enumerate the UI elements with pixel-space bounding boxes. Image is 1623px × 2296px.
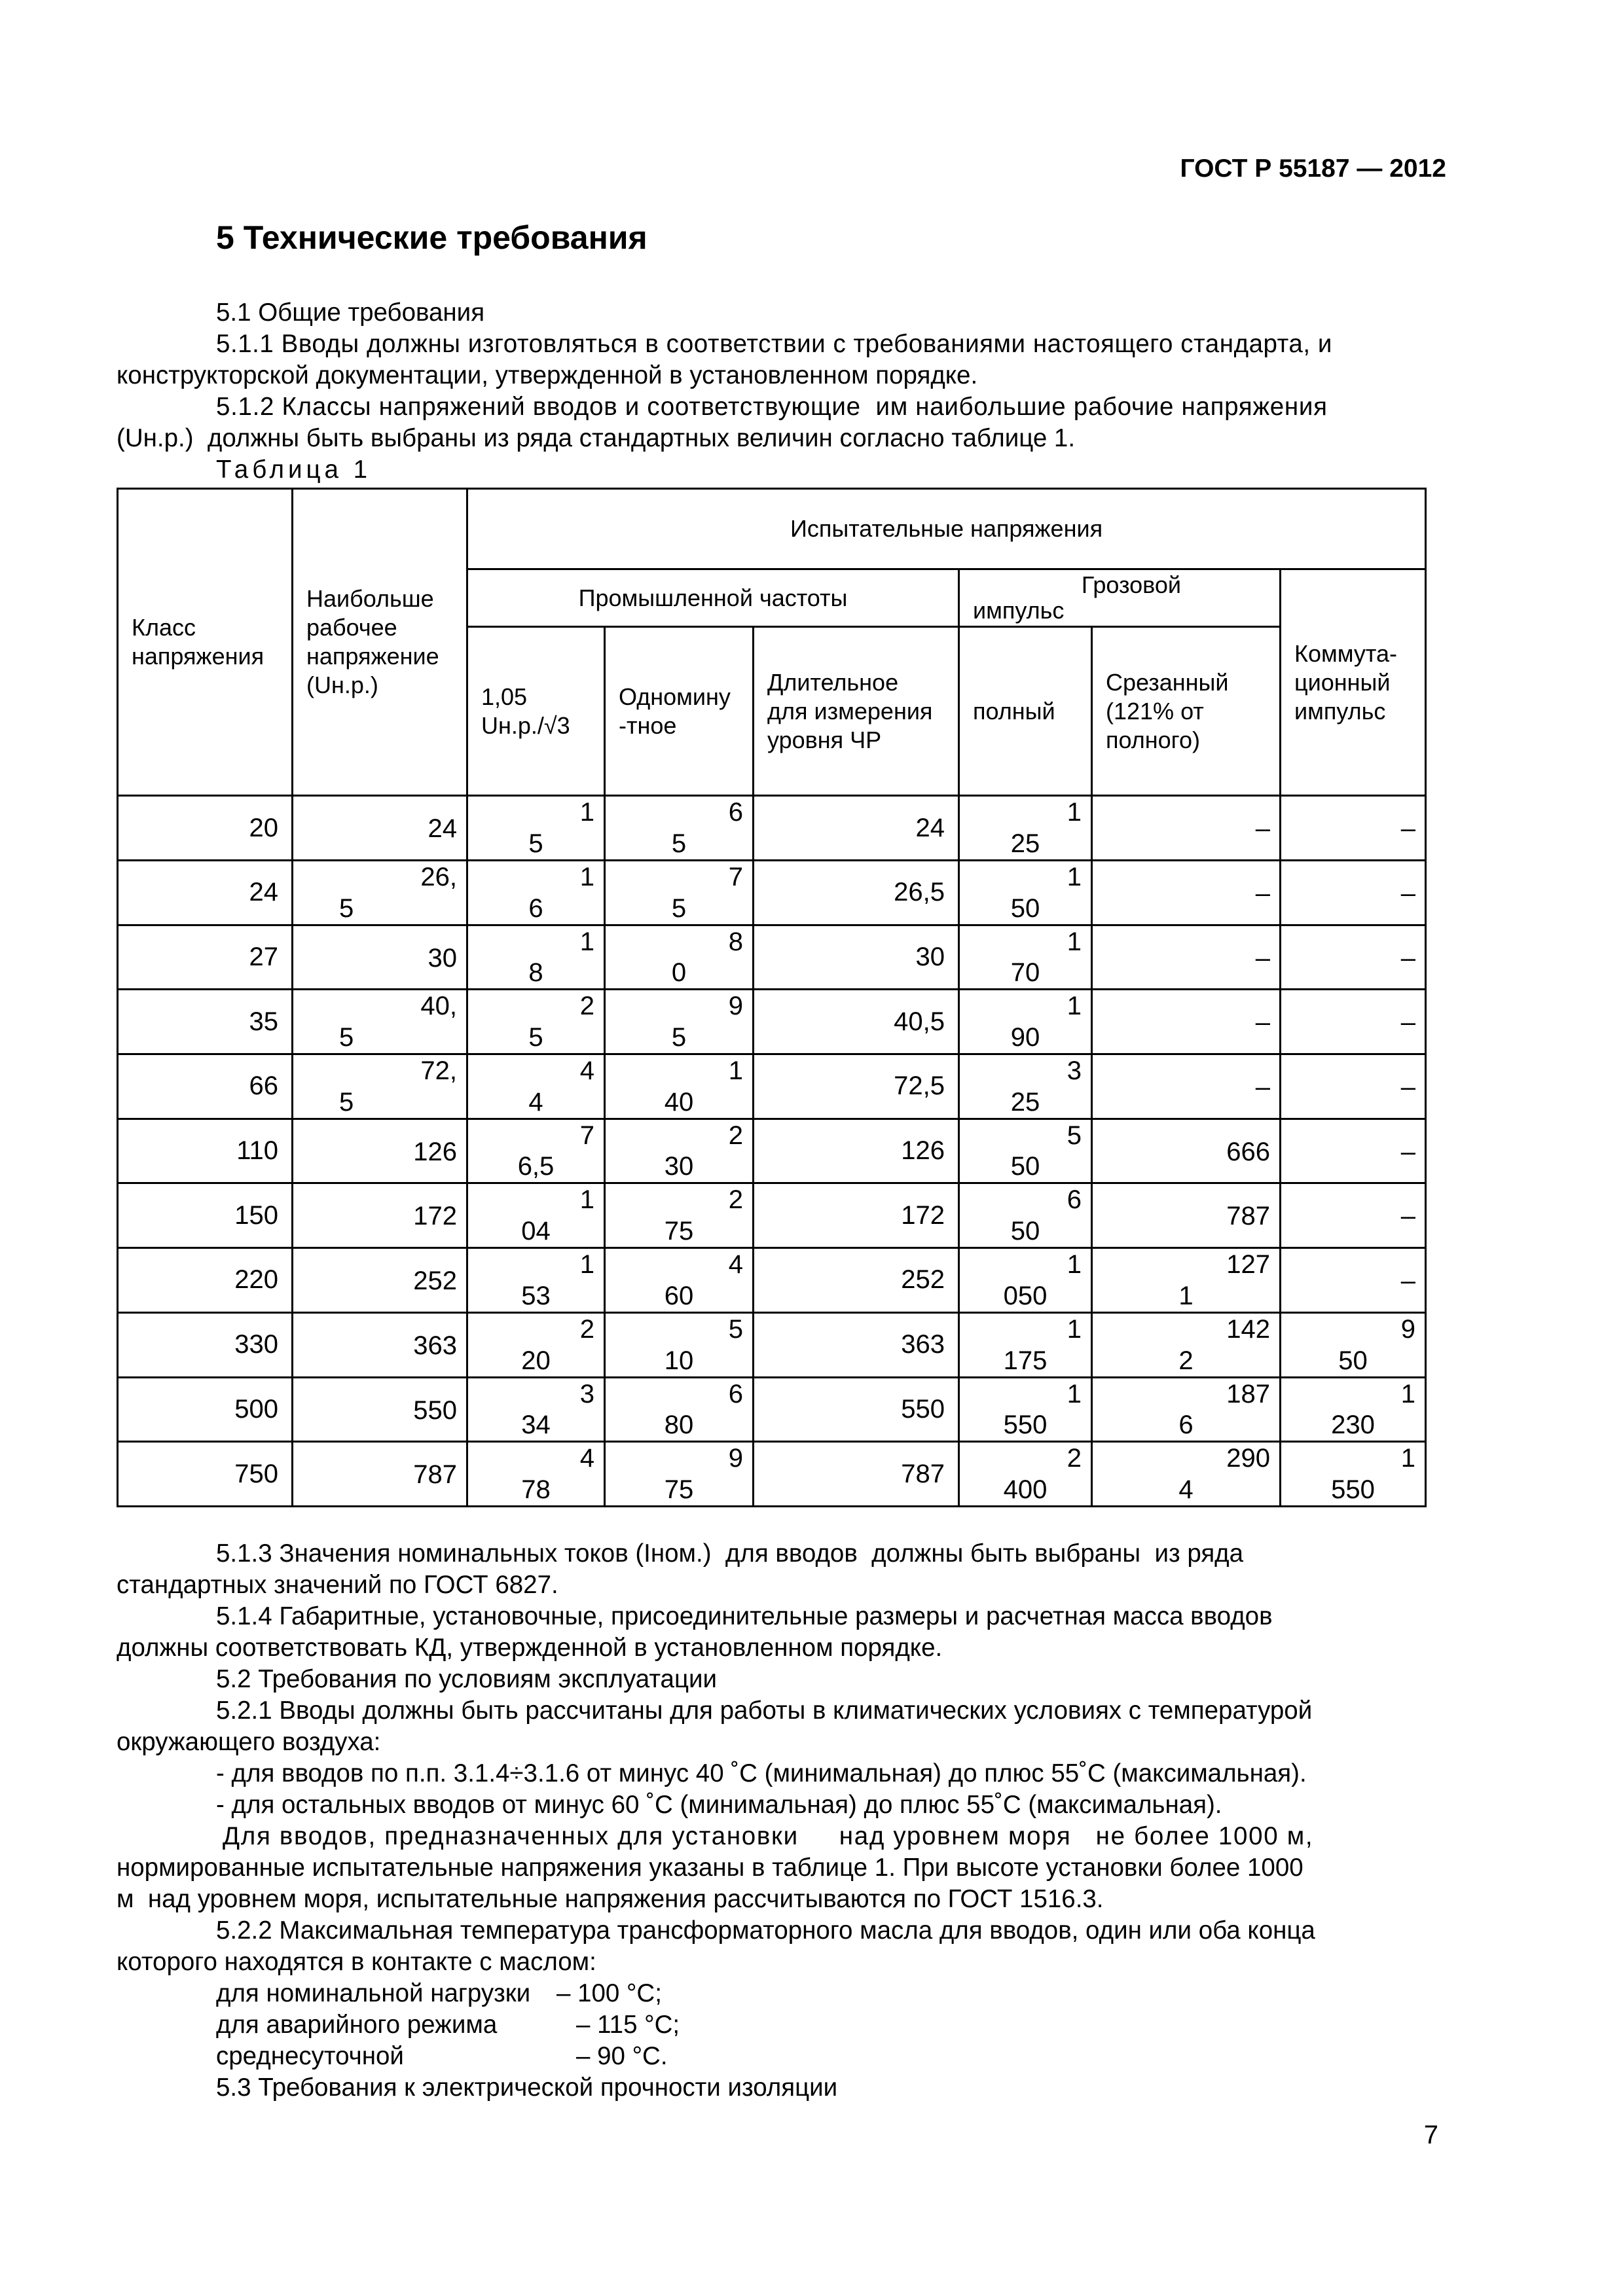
cell-full-lower: 550 <box>1003 1410 1048 1440</box>
cell-105 <box>467 1119 605 1183</box>
clause-5-2-1-item1: - для вводов по п.п. 3.1.4÷3.1.6 от минус 40 ˚С (минимальная) до плюс 55˚С (максимальная). <box>216 1759 1307 1787</box>
cell-chopped <box>1092 925 1281 990</box>
cell-full-lower: 90 <box>1010 1023 1040 1052</box>
cell-long-duration: 26,5 <box>754 861 959 925</box>
cell-105 <box>467 990 605 1054</box>
test-voltage-table <box>117 488 1427 1507</box>
cell-one-minute <box>605 1054 754 1119</box>
cell-switching-upper: – <box>1400 879 1416 908</box>
cell-full-lower: 70 <box>1010 958 1040 988</box>
cell-one-minute <box>605 796 754 861</box>
cell-full-upper: 1 <box>1067 1379 1082 1408</box>
cell-max-voltage-upper: 787 <box>413 1460 457 1490</box>
clause-5-1-2-line2: (Uн.р.) должны быть выбраны из ряда стандартных величин согласно таблице 1. <box>117 424 1076 452</box>
cell-full <box>959 1377 1092 1442</box>
cell-full <box>959 1054 1092 1119</box>
cell-max-voltage-upper: 40, <box>420 992 457 1021</box>
cell-one-minute <box>605 1442 754 1507</box>
table-row <box>118 1119 1426 1183</box>
header-test-voltages-text: Испытательные напряжения <box>790 514 1103 542</box>
cell-chopped <box>1092 1183 1281 1248</box>
table-row <box>118 1248 1426 1313</box>
header-full-text: полный <box>973 697 1055 725</box>
cell-chopped <box>1092 1248 1281 1313</box>
header-one-minute <box>605 627 754 796</box>
cell-full <box>959 1183 1092 1248</box>
cell-full-upper: 1 <box>1067 927 1082 956</box>
cell-full-upper: 2 <box>1067 1444 1082 1473</box>
cell-one-minute-lower: 0 <box>671 958 687 988</box>
cell-105-lower: 20 <box>521 1346 551 1375</box>
header-test-voltages <box>467 489 1426 569</box>
clause-5-2-1-line5: Для вводов, предназначенных для установки над уровнем моря не более 1000 м, <box>223 1822 1314 1850</box>
cell-105-upper: 1 <box>579 798 594 827</box>
header-one-minute-text: Одномину -тное <box>619 683 731 739</box>
cell-full-upper: 1 <box>1067 863 1082 891</box>
temp-emergency-label: для аварийного режима <box>216 2011 498 2039</box>
cell-105-lower: 78 <box>521 1475 551 1504</box>
cell-class: 27 <box>118 925 293 990</box>
cell-chopped <box>1092 1312 1281 1377</box>
cell-long-duration: 172 <box>754 1183 959 1248</box>
cell-one-minute-lower: 5 <box>671 1023 687 1052</box>
cell-chopped-upper: 187 <box>1226 1379 1270 1408</box>
cell-chopped-upper: – <box>1255 1008 1270 1037</box>
cell-one-minute-lower: 75 <box>664 1475 694 1504</box>
cell-switching-upper: – <box>1400 943 1416 973</box>
clause-5-2-1-line6: нормированные испытательные напряжения указаны в таблице 1. При высоте установки более 1000 <box>117 1854 1304 1882</box>
cell-105-upper: 1 <box>579 1185 594 1215</box>
cell-105-lower: 4 <box>528 1087 543 1117</box>
header-105 <box>467 627 605 796</box>
clause-5-1-1-line1-text: 5.1.1 Вводы должны изготовляться в соответствии с требованиями настоящего стандарта, и <box>216 330 1332 358</box>
cell-max-voltage-upper: 172 <box>413 1202 457 1231</box>
table-body <box>118 796 1426 1507</box>
cell-full-lower: 50 <box>1010 1217 1040 1246</box>
clause-5-2-2-line1: 5.2.2 Максимальная температура трансформаторного масла для вводов, один или оба конца <box>216 1916 1315 1945</box>
cell-one-minute <box>605 925 754 990</box>
cell-max-voltage <box>293 861 467 925</box>
cell-one-minute-upper: 4 <box>728 1250 743 1280</box>
cell-chopped <box>1092 1119 1281 1183</box>
header-power-frequency-text: Промышленной частоты <box>578 584 848 611</box>
cell-chopped-upper: – <box>1255 814 1270 844</box>
cell-105-upper: 3 <box>579 1379 594 1408</box>
cell-one-minute-lower: 5 <box>671 893 687 923</box>
clause-5-2-1-line2: окружающего воздуха: <box>117 1728 381 1756</box>
cell-chopped-upper: 666 <box>1226 1137 1270 1166</box>
cell-max-voltage-upper: 252 <box>413 1266 457 1296</box>
cell-chopped <box>1092 1442 1281 1507</box>
cell-max-voltage <box>293 1119 467 1183</box>
cell-chopped-upper: – <box>1255 943 1270 973</box>
cell-switching-lower: 50 <box>1338 1346 1368 1375</box>
cell-class: 24 <box>118 861 293 925</box>
cell-class: 330 <box>118 1312 293 1377</box>
cell-chopped <box>1092 1377 1281 1442</box>
cell-105 <box>467 1054 605 1119</box>
cell-one-minute-upper: 7 <box>728 863 743 891</box>
cell-chopped <box>1092 1054 1281 1119</box>
header-long-duration <box>754 627 959 796</box>
clause-5-2-1-line7: м над уровнем моря, испытательные напряжения рассчитываются по ГОСТ 1516.3. <box>117 1885 1104 1913</box>
table-row <box>118 861 1426 925</box>
cell-max-voltage <box>293 925 467 990</box>
cell-105 <box>467 925 605 990</box>
table-row <box>118 990 1426 1054</box>
cell-max-voltage <box>293 1183 467 1248</box>
cell-105-lower: 5 <box>528 1023 543 1052</box>
cell-max-voltage-lower: 5 <box>339 893 354 923</box>
clause-5-2-1-line1: 5.2.1 Вводы должны быть рассчитаны для работы в климатических условиях с температурой <box>216 1696 1313 1725</box>
cell-switching <box>1281 861 1426 925</box>
cell-105 <box>467 1183 605 1248</box>
cell-one-minute-lower: 30 <box>664 1152 694 1181</box>
cell-105 <box>467 1442 605 1507</box>
cell-switching-upper: – <box>1400 814 1416 844</box>
page-number: 7 <box>1423 2121 1438 2149</box>
cell-max-voltage <box>293 1442 467 1507</box>
cell-max-voltage <box>293 990 467 1054</box>
cell-one-minute-lower: 5 <box>671 829 687 858</box>
cell-one-minute-lower: 80 <box>664 1410 694 1440</box>
cell-switching <box>1281 1312 1426 1377</box>
cell-switching-lower: 230 <box>1331 1410 1375 1440</box>
cell-full <box>959 1248 1092 1313</box>
cell-105 <box>467 1312 605 1377</box>
cell-full-upper: 1 <box>1067 992 1082 1021</box>
table-row <box>118 1442 1426 1507</box>
clause-5-2-2-line2: которого находятся в контакте с маслом: <box>117 1948 596 1976</box>
cell-one-minute-upper: 8 <box>728 927 743 956</box>
header-max-voltage <box>293 489 467 796</box>
cell-switching <box>1281 1119 1426 1183</box>
cell-chopped-upper: 142 <box>1226 1314 1270 1344</box>
cell-max-voltage-upper: 26, <box>420 863 457 891</box>
clause-5-2-1-item2: - для остальных вводов от минус 60 ˚С (минимальная) до плюс 55˚С (максимальная). <box>216 1791 1222 1819</box>
cell-105-upper: 4 <box>579 1056 594 1086</box>
cell-105-lower: 6,5 <box>517 1152 555 1181</box>
cell-max-voltage-lower: 5 <box>339 1023 354 1052</box>
clause-5-1-1-line2: конструкторской документации, утвержденной в установленном порядке. <box>117 361 978 389</box>
cell-class: 150 <box>118 1183 293 1248</box>
cell-one-minute-upper: 2 <box>728 1185 743 1215</box>
cell-one-minute-upper: 6 <box>728 798 743 827</box>
cell-switching <box>1281 1054 1426 1119</box>
table-row <box>118 1377 1426 1442</box>
cell-long-duration: 550 <box>754 1377 959 1442</box>
cell-chopped-upper: 290 <box>1226 1444 1270 1473</box>
cell-long-duration: 40,5 <box>754 990 959 1054</box>
cell-one-minute <box>605 1312 754 1377</box>
cell-long-duration: 126 <box>754 1119 959 1183</box>
cell-full <box>959 990 1092 1054</box>
cell-full-lower: 50 <box>1010 1152 1040 1181</box>
clause-5-1-4-line1: 5.1.4 Габаритные, установочные, присоединительные размеры и расчетная масса вводов <box>216 1602 1273 1630</box>
cell-one-minute-lower: 10 <box>664 1346 694 1375</box>
clause-5-1: 5.1 Общие требования <box>216 298 485 327</box>
cell-chopped-lower: 6 <box>1178 1410 1194 1440</box>
cell-full-lower: 50 <box>1010 893 1040 923</box>
cell-full-upper: 1 <box>1067 1250 1082 1280</box>
clause-5-1-1-line1 <box>216 329 1439 360</box>
table-row <box>118 1183 1426 1248</box>
cell-class: 35 <box>118 990 293 1054</box>
clause-5-1-4-line2: должны соответствовать КД, утвержденной в установленном порядке. <box>117 1634 943 1662</box>
cell-105-upper: 7 <box>579 1121 594 1150</box>
header-class-text: Класс напряжения <box>132 614 264 670</box>
table-row <box>118 1054 1426 1119</box>
cell-full-upper: 5 <box>1067 1121 1082 1150</box>
header-lightning-impulse-line1: Грозовой <box>1081 571 1181 598</box>
clause-5-3: 5.3 Требования к электрической прочности изоляции <box>216 2073 838 2102</box>
cell-one-minute-upper: 6 <box>728 1379 743 1408</box>
cell-switching-upper: – <box>1400 1266 1416 1296</box>
cell-105-upper: 1 <box>579 863 594 891</box>
header-full <box>959 627 1092 796</box>
table-caption: Таблица 1 <box>216 456 372 484</box>
clause-5-1-3-line1: 5.1.3 Значения номинальных токов (Iном.) для вводов должны быть выбраны из ряда <box>216 1539 1244 1568</box>
table-row <box>118 796 1426 861</box>
cell-max-voltage-upper: 30 <box>428 943 457 973</box>
cell-max-voltage-lower: 5 <box>339 1087 354 1117</box>
cell-long-duration: 30 <box>754 925 959 990</box>
temp-nominal-label: для номинальной нагрузки <box>216 1979 531 2007</box>
cell-full-upper: 6 <box>1067 1185 1082 1215</box>
cell-max-voltage-upper: 363 <box>413 1331 457 1360</box>
cell-chopped-lower: 1 <box>1178 1281 1194 1310</box>
cell-switching <box>1281 925 1426 990</box>
cell-chopped <box>1092 990 1281 1054</box>
cell-full <box>959 1119 1092 1183</box>
cell-105-lower: 5 <box>528 829 543 858</box>
cell-105-lower: 34 <box>521 1410 551 1440</box>
temp-nominal-value: – 100 °С; <box>556 1979 662 2007</box>
cell-full-lower: 050 <box>1003 1281 1048 1310</box>
cell-switching <box>1281 1442 1426 1507</box>
cell-max-voltage <box>293 1312 467 1377</box>
cell-max-voltage <box>293 1377 467 1442</box>
cell-switching-upper: 1 <box>1400 1444 1416 1473</box>
cell-long-duration: 787 <box>754 1442 959 1507</box>
cell-one-minute <box>605 1248 754 1313</box>
temp-emergency-value: – 115 °С; <box>576 2011 680 2039</box>
cell-class: 750 <box>118 1442 293 1507</box>
header-105-text: 1,05 Uн.р./√3 <box>481 683 570 739</box>
cell-chopped <box>1092 796 1281 861</box>
header-power-frequency <box>467 569 959 627</box>
cell-full-upper: 3 <box>1067 1056 1082 1086</box>
cell-switching-upper: – <box>1400 1137 1416 1166</box>
cell-chopped-upper: – <box>1255 879 1270 908</box>
cell-long-duration: 72,5 <box>754 1054 959 1119</box>
cell-switching-upper: 1 <box>1400 1379 1416 1408</box>
header-switching-impulse-text: Коммута-ционный импульс <box>1294 639 1397 725</box>
cell-max-voltage-upper: 126 <box>413 1137 457 1166</box>
cell-105-upper: 2 <box>579 992 594 1021</box>
section-title: 5 Технические требования <box>216 219 647 256</box>
cell-105-upper: 1 <box>579 1250 594 1280</box>
cell-max-voltage-upper: 24 <box>428 814 457 844</box>
cell-max-voltage-upper: 550 <box>413 1395 457 1425</box>
cell-full <box>959 1442 1092 1507</box>
cell-chopped-upper: – <box>1255 1073 1270 1102</box>
cell-one-minute-lower: 40 <box>664 1087 694 1117</box>
cell-full <box>959 925 1092 990</box>
header-chopped-text: Срезанный (121% от полного) <box>1106 668 1229 753</box>
cell-class: 500 <box>118 1377 293 1442</box>
cell-one-minute-upper: 9 <box>728 1444 743 1473</box>
cell-105-upper: 4 <box>579 1444 594 1473</box>
cell-max-voltage <box>293 796 467 861</box>
cell-chopped-upper: 127 <box>1226 1250 1270 1280</box>
cell-105 <box>467 1248 605 1313</box>
cell-chopped-lower: 2 <box>1178 1346 1194 1375</box>
cell-full-lower: 25 <box>1010 829 1040 858</box>
cell-105 <box>467 1377 605 1442</box>
table-row <box>118 1312 1426 1377</box>
cell-105-lower: 04 <box>521 1217 551 1246</box>
cell-105-lower: 6 <box>528 893 543 923</box>
header-long-duration-text: Длительное для измерения уровня ЧР <box>767 668 933 753</box>
header-max-voltage-text: Наибольше рабочее напряжение (Uн.р.) <box>306 585 439 699</box>
header-lightning-impulse-line2: импульс <box>973 597 1065 624</box>
cell-max-voltage <box>293 1248 467 1313</box>
header-lightning-impulse <box>959 569 1281 627</box>
document-code: ГОСТ Р 55187 — 2012 <box>1180 154 1446 183</box>
cell-105-upper: 1 <box>579 927 594 956</box>
cell-class: 110 <box>118 1119 293 1183</box>
cell-one-minute <box>605 1377 754 1442</box>
cell-chopped <box>1092 861 1281 925</box>
cell-switching <box>1281 796 1426 861</box>
cell-full-upper: 1 <box>1067 798 1082 827</box>
cell-one-minute-lower: 75 <box>664 1217 694 1246</box>
cell-full-lower: 25 <box>1010 1087 1040 1117</box>
cell-105-lower: 53 <box>521 1281 551 1310</box>
cell-switching <box>1281 990 1426 1054</box>
cell-class: 20 <box>118 796 293 861</box>
cell-chopped-lower: 4 <box>1178 1475 1194 1504</box>
cell-one-minute-upper: 9 <box>728 992 743 1021</box>
cell-full <box>959 1312 1092 1377</box>
cell-full-upper: 1 <box>1067 1314 1082 1344</box>
cell-full <box>959 861 1092 925</box>
cell-switching-upper: 9 <box>1400 1314 1416 1344</box>
cell-switching-upper: – <box>1400 1073 1416 1102</box>
cell-one-minute-upper: 2 <box>728 1121 743 1150</box>
header-chopped <box>1092 627 1281 796</box>
cell-switching <box>1281 1183 1426 1248</box>
header-switching-impulse <box>1281 569 1426 795</box>
cell-105-upper: 2 <box>579 1314 594 1344</box>
cell-105-lower: 8 <box>528 958 543 988</box>
cell-long-duration: 24 <box>754 796 959 861</box>
clause-5-1-3-line2: стандартных значений по ГОСТ 6827. <box>117 1571 558 1599</box>
cell-one-minute <box>605 990 754 1054</box>
cell-full <box>959 796 1092 861</box>
cell-full-lower: 175 <box>1003 1346 1048 1375</box>
clause-5-2: 5.2 Требования по условиям эксплуатации <box>216 1665 718 1693</box>
cell-switching-upper: – <box>1400 1008 1416 1037</box>
cell-long-duration: 252 <box>754 1248 959 1313</box>
cell-switching <box>1281 1248 1426 1313</box>
cell-max-voltage-upper: 72, <box>420 1056 457 1086</box>
header-class <box>118 489 293 796</box>
cell-switching-lower: 550 <box>1331 1475 1375 1504</box>
cell-switching <box>1281 1377 1426 1442</box>
cell-switching-upper: – <box>1400 1202 1416 1231</box>
cell-one-minute-lower: 60 <box>664 1281 694 1310</box>
cell-class: 66 <box>118 1054 293 1119</box>
cell-105 <box>467 796 605 861</box>
cell-one-minute <box>605 861 754 925</box>
cell-long-duration: 363 <box>754 1312 959 1377</box>
cell-chopped-upper: 787 <box>1226 1202 1270 1231</box>
table-row <box>118 925 1426 990</box>
cell-one-minute <box>605 1183 754 1248</box>
temp-daily-value: – 90 °С. <box>576 2042 668 2070</box>
cell-max-voltage <box>293 1054 467 1119</box>
temp-daily-label: среднесуточной <box>216 2042 404 2070</box>
cell-one-minute <box>605 1119 754 1183</box>
cell-one-minute-upper: 5 <box>728 1314 743 1344</box>
cell-one-minute-upper: 1 <box>728 1056 743 1086</box>
cell-full-lower: 400 <box>1003 1475 1048 1504</box>
cell-105 <box>467 861 605 925</box>
cell-class: 220 <box>118 1248 293 1313</box>
clause-5-1-2-line1: 5.1.2 Классы напряжений вводов и соответствующие им наибольшие рабочие напряжения <box>216 393 1328 421</box>
